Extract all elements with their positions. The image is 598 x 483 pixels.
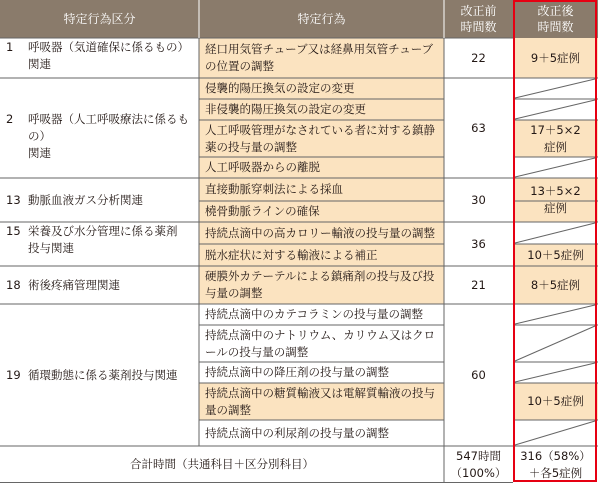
hours-before-cell [444, 178, 513, 222]
header-after [513, 0, 598, 38]
total-hours-after [513, 446, 598, 483]
hours-after-cell [513, 120, 598, 157]
act-cell [199, 222, 444, 244]
header-act [199, 0, 444, 38]
act-cell-text: 持続点滴中のカテコラミンの投与量の調整 [205, 307, 424, 321]
category-cell [0, 38, 199, 78]
hours-after-cell [513, 38, 598, 78]
hours-after-cell [513, 383, 598, 420]
header-category [0, 0, 199, 38]
hours-before-cell-text: 30 [471, 192, 486, 207]
act-cell-text: 持続点滴中の高カロリー輸液の投与量の調整 [205, 225, 435, 240]
hours-after-cell-text: 9＋5症例 [530, 50, 581, 65]
category-cell [0, 178, 199, 222]
act-cell [199, 362, 444, 383]
act-cell-text: 硬膜外カテーテルによる鎮痛剤の投与及び投 与量の調整 [205, 269, 435, 300]
act-cell-text: 持続点滴中の糖質輸液又は電解質輸液の投与 量の調整 [205, 385, 435, 417]
act-cell-text: 経口用気管チューブ又は経鼻用気管チューブ の位置の調整 [205, 42, 434, 73]
act-cell-text: 侵襲的陽圧換気の設定の変更 [205, 81, 355, 95]
hours-before-cell [444, 266, 513, 304]
hours-after-cell-text: 10＋5症例 [527, 394, 584, 408]
hours-after-cell-text: 8＋5症例 [530, 277, 581, 292]
hours-before-cell-text: 60 [471, 367, 486, 382]
act-cell-text: 人工呼吸管理がなされている者に対する鎮静 薬の投与量の調整 [205, 122, 435, 154]
hours-after-cell [513, 178, 598, 222]
category-name: 循環動態に係る薬剤投与関連 [28, 367, 178, 382]
hours-before-cell [444, 304, 513, 446]
act-cell [199, 420, 444, 446]
act-cell [199, 178, 444, 201]
header-before-text: 改正前 時間数 [460, 4, 497, 34]
act-cell [199, 266, 444, 304]
hours-before-cell-text: 22 [471, 50, 486, 65]
hours-before-cell-text: 36 [471, 236, 486, 251]
total-hours-after-text: 316（58%） ＋各5症例 [520, 448, 591, 480]
header-before [444, 0, 513, 38]
empty-cell-slash [515, 79, 595, 98]
act-cell [199, 244, 444, 266]
empty-cell-slash [515, 421, 595, 445]
total-label-text: 合計時間（共通科目＋区分別科目） [130, 457, 314, 471]
act-cell [199, 38, 444, 78]
category-number: 15 [6, 224, 21, 238]
header-after-text: 改正後 時間数 [537, 4, 574, 34]
category-name: 呼吸器（気道確保に係るもの） 関連 [28, 40, 189, 71]
category-name: 栄養及び水分管理に係る薬剤 投与関連 [28, 224, 178, 255]
category-number: 2 [6, 112, 14, 126]
act-cell-text: 人工呼吸器からの離脱 [205, 160, 320, 174]
act-cell [199, 383, 444, 420]
act-cell-text: 持続点滴中のナトリウム、カリウム又はクロ ールの投与量の調整 [205, 327, 436, 359]
category-name: 呼吸器（人工呼吸療法に係るもの） 関連 [28, 112, 189, 160]
act-cell-text: 持続点滴中の利尿剤の投与量の調整 [205, 425, 389, 440]
empty-cell-slash [515, 363, 595, 382]
hours-before-cell [444, 78, 513, 178]
category-number: 13 [6, 192, 21, 207]
category-cell [0, 222, 199, 266]
category-name: 動脈血液ガス分析関連 [28, 192, 143, 207]
hours-before-cell-text: 21 [471, 277, 486, 292]
empty-cell-slash [515, 100, 595, 119]
hours-after-cell-text: 17＋5×2 症例 [530, 122, 581, 154]
act-cell-text: 脱水症状に対する輸液による補正 [205, 247, 378, 262]
total-label [0, 446, 444, 483]
act-cell [199, 120, 444, 157]
category-number: 1 [6, 40, 14, 54]
act-cell-text: 橈骨動脈ラインの確保 [205, 204, 320, 218]
hours-after-cell [513, 266, 598, 304]
empty-cell-slash [515, 326, 595, 361]
act-cell [199, 99, 444, 120]
hours-before-cell [444, 38, 513, 78]
act-cell-text: 直接動脈穿刺法による採血 [205, 182, 343, 196]
empty-cell-slash [515, 305, 595, 324]
act-cell [199, 157, 444, 178]
empty-cell-slash [515, 223, 595, 243]
hours-before-cell-text: 63 [471, 120, 486, 135]
hours-before-cell [444, 222, 513, 266]
act-cell [199, 325, 444, 362]
category-name: 術後疼痛管理関連 [28, 277, 120, 292]
hours-after-cell-text: 13＋5×2 症例 [530, 184, 581, 215]
act-cell [199, 304, 444, 325]
category-number: 18 [6, 277, 21, 292]
category-cell [0, 266, 199, 304]
hours-after-cell [513, 244, 598, 266]
total-hours-before-text: 547時間 （100%） [450, 448, 507, 480]
act-cell [199, 201, 444, 222]
total-hours-before [444, 446, 513, 483]
header-act-text: 特定行為 [297, 12, 346, 26]
act-cell [199, 78, 444, 99]
header-category-text: 特定行為区分 [63, 12, 136, 26]
hours-after-cell-text: 10＋5症例 [527, 247, 584, 262]
category-number: 19 [6, 367, 21, 382]
act-cell-text: 非侵襲的陽圧換気の設定の変更 [205, 102, 366, 116]
category-cell [0, 304, 199, 446]
category-cell [0, 78, 199, 178]
act-cell-text: 持続点滴中の降圧剤の投与量の調整 [205, 365, 389, 379]
empty-cell-slash [515, 158, 595, 177]
